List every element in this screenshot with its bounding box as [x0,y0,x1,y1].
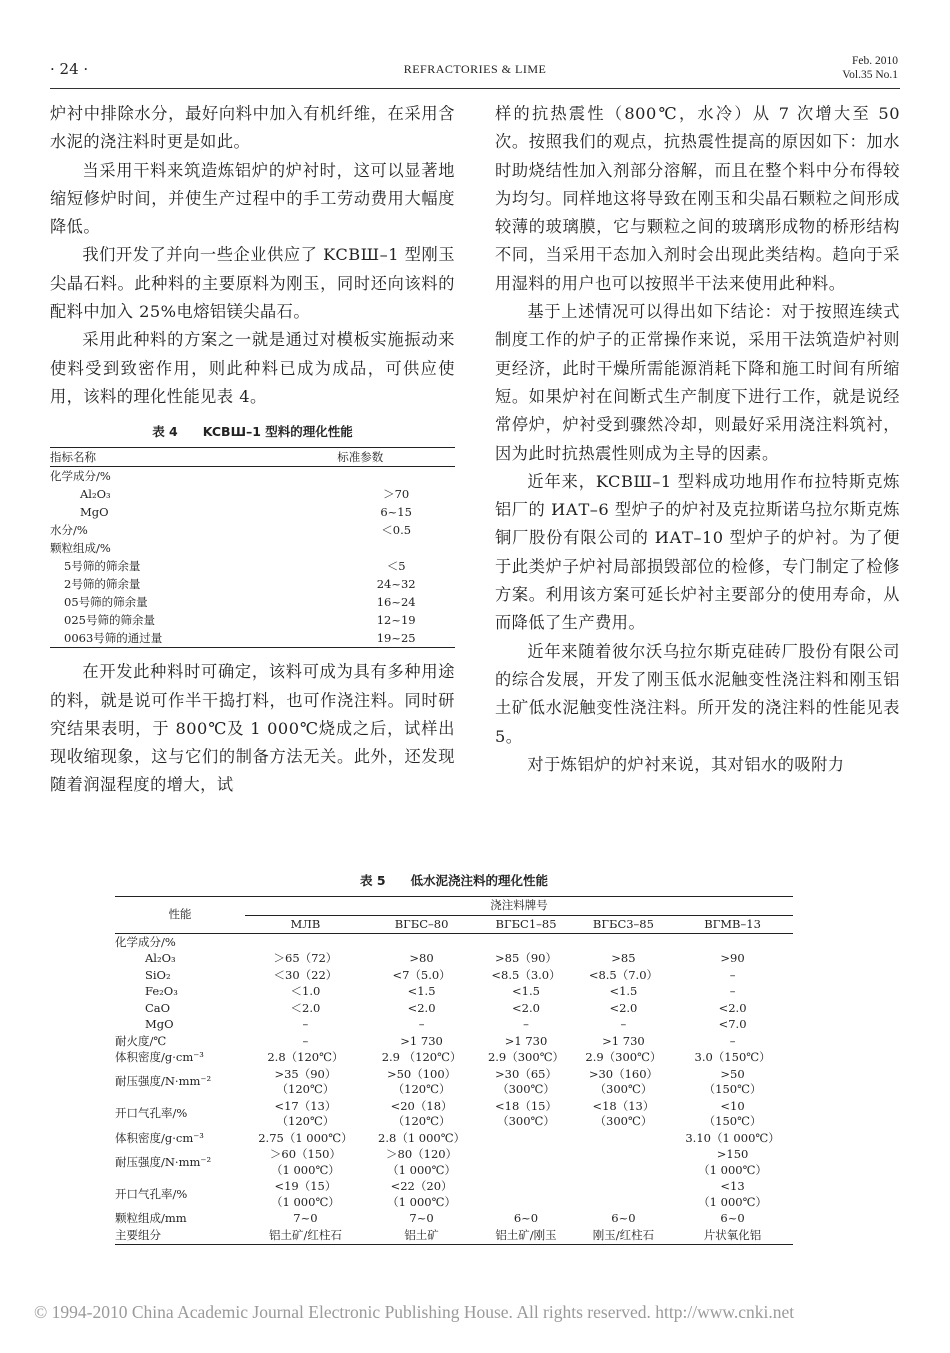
row-label: 颗粒组成/mm [115,1211,187,1225]
cell: – [523,1017,529,1031]
cell: MgO [80,505,109,520]
cell: >85（90） [495,951,557,965]
cell: ＜2.0 [290,1000,321,1015]
cell: <18（13） （300℃） [592,1098,655,1128]
cell: 6~0 [513,1211,539,1225]
cell: <10 （150℃） [703,1098,762,1128]
row-label: 耐压强度/N·mm⁻² [115,1074,212,1089]
cell: 2.9（300℃） [585,1050,662,1064]
cell: >30（65） （300℃） [495,1066,557,1096]
table4-header-name: 指标名称 [50,448,337,467]
row-label: Al₂O₃ [145,951,176,965]
cell: >85 [611,951,636,965]
cell: ＞65（72） [273,951,338,965]
cell: 16~24 [376,595,416,610]
table-row [50,629,455,648]
paragraph: 我们开发了并向一些企业供应了 KCBШ–1 型刚玉尖晶石料。此种料的主要原料为刚玉，同时还向该料的配料中加入 25%电熔铝镁尖晶石。 [50,245,455,322]
row-label: 开口气孔率/% [115,1186,188,1201]
table-row [115,1066,793,1098]
header-rule [50,88,900,89]
table-row [115,1000,793,1017]
table5-brand-header: ВГБС3–85 [575,915,672,934]
cell: 3.0（150℃） [694,1050,771,1064]
table-row [50,557,455,575]
table-row [115,951,793,968]
cell: <8.5（3.0） [491,967,561,982]
table5-block [115,872,793,1245]
cell: 2号筛的筛余量 [64,577,141,592]
table-row [115,1179,793,1211]
cell [337,539,455,557]
cell: >90 [720,951,745,965]
cell: <1.5 [512,984,540,998]
table-row [115,1017,793,1034]
cell: 025号筛的筛余量 [64,613,155,628]
cell: Al₂O₃ [80,487,111,502]
copyright-footer: © 1994-2010 China Academic Journal Electronic Publishing House. All rights reserved. http://www.cnki.net [34,1302,795,1322]
cell [575,1179,672,1211]
cell [337,467,455,486]
cell: – [729,967,736,982]
cell: ＜0.5 [381,523,412,538]
table4-header-value: 标准参数 [337,448,455,467]
cell: – [729,984,736,998]
cell: – [729,1033,736,1048]
cell: <1.5 [609,984,638,998]
table5-brand-header: ВГМВ–13 [672,915,793,934]
row-label: 耐火度/℃ [115,1033,167,1048]
row-label: 耐压强度/N·mm⁻² [115,1154,212,1169]
cell: <7.0 [718,1017,747,1031]
issue-info [842,54,898,82]
cell: <17（13） （120℃） [274,1098,337,1128]
cell: 铝土矿/红柱石 [245,1227,366,1244]
cell [477,934,574,951]
cell: – [418,1017,425,1031]
cell [575,934,672,951]
cell: ＞80（120） （1 000℃） [386,1147,458,1177]
cell: 2.8（1 000℃） [378,1130,466,1145]
cell: <7（5.0） [392,967,451,982]
row-label: 体积密度/g·cm⁻³ [115,1050,204,1064]
cell [366,934,477,951]
table-row [115,1211,793,1228]
table-row [115,1147,793,1179]
cell: 7~0 [293,1211,318,1225]
cell: 05号筛的筛余量 [64,595,148,610]
paragraph: 当采用干料来筑造炼铝炉的炉衬时，这可以显著地缩短修炉时间，并使生产过程中的手工劳动费用大幅度降低。 [50,160,455,237]
cell: ＞70 [383,487,410,502]
cell: <8.5（7.0） [588,967,659,982]
cell: <19（15） （1 000℃） [271,1179,340,1209]
table-row [115,1033,793,1050]
table-row [50,485,455,503]
table5-property-header: 性能 [115,897,245,934]
table-row [50,521,455,539]
cell: <2.0 [718,1000,747,1015]
cell: >30（160） （300℃） [588,1066,659,1096]
table4 [50,447,455,648]
cell: ＞60（150） （1 000℃） [269,1147,341,1177]
cell: 6~15 [380,505,412,520]
left-column [50,100,455,800]
cell: <1.5 [407,984,436,998]
issue-date: Feb. 2010 [852,55,898,67]
cell: 化学成分/% [50,469,111,484]
row-label: Fe₂O₃ [145,984,178,998]
paragraph: 对于炼铝炉的炉衬来说，其对铝水的吸附力 [527,754,845,774]
cell: 19~25 [337,629,455,648]
row-label: SiO₂ [145,967,171,982]
row-label: MgO [145,1017,174,1031]
cell: 2.9（300℃） [487,1050,565,1064]
cell: >1 730 [602,1033,645,1048]
cell: 2.75（1 000℃） [258,1130,353,1145]
paragraph: 采用此种料的方案之一就是通过对模板实施振动来使料受到致密作用，则此种料已成为成品，可供应使用，该料的理化性能见表 4。 [50,330,455,406]
cell [672,934,793,951]
cell: 5号筛的筛余量 [64,559,141,574]
cell: 颗粒组成/% [50,541,111,556]
table4-caption: 表 4 KCBШ–1 型料的理化性能 [152,424,353,440]
cell: >80 [409,951,434,965]
cell [477,1147,574,1179]
cell: <18（15） （300℃） [495,1098,557,1128]
cell: 2.9 （120℃） [381,1050,462,1064]
table-row [50,539,455,557]
table5-brand-header: МЛВ [245,915,366,934]
table-row [115,1050,793,1067]
cell: 2.8（120℃） [267,1050,344,1064]
cell: – [302,1017,309,1031]
row-label: 体积密度/g·cm⁻³ [115,1130,204,1145]
cell: ＜30（22） [273,967,338,982]
journal-name: REFRACTORIES & LIME [403,62,547,76]
cell: <2.0 [609,1000,638,1015]
row-label: 主要组分 [115,1227,245,1244]
cell: <13 （1 000℃） [698,1179,767,1209]
cell: 铝土矿 [366,1227,477,1244]
row-label: 开口气孔率/% [115,1106,188,1121]
table5-group-header: 浇注料牌号 [245,897,793,916]
cell: <22（20） （1 000℃） [387,1179,456,1209]
cell: 刚玉/红柱石 [575,1227,672,1244]
issue-volume: Vol.35 No.1 [842,69,898,81]
cell: ＜1.0 [290,984,321,998]
table-row [115,984,793,1001]
paragraph: 在开发此种料时可确定，该料可成为具有多种用途的料，就是说可作半干捣打料，也可作浇注料。同时研究结果表明，于 800℃及 1 000℃烧成之后，试样出现收缩现象，这与它们的制备方法无关。此外，还发现随着润湿程度的增大，试 [50,662,455,795]
cell: ＜5 [386,559,406,574]
table-row [50,503,455,521]
cell: >50 （150℃） [703,1066,762,1096]
paragraph: 近年来随着彼尔沃乌拉尔斯克硅砖厂股份有限公司的综合发展，开发了刚玉低水泥触变性浇注料和刚玉铝土矿低水泥触变性浇注料。所开发的浇注料的性能见表 5。 [495,641,900,746]
table-row [115,934,793,951]
cell: 3.10（1 000℃） [685,1130,780,1145]
cell: 片状氧化铝 [672,1227,793,1244]
cell: 12~19 [376,613,416,628]
cell [245,934,366,951]
cell [477,1179,574,1211]
cell: >35（90） （120℃） [274,1066,337,1096]
cell: 6~0 [611,1211,636,1225]
table-row [50,467,455,486]
cell: 铝土矿/刚玉 [477,1227,574,1244]
paragraph: 样的抗热震性（800℃，水冷）从 7 次增大至 50 次。按照我们的观点，抗热震性提高的原因如下：加水时助烧结性加入剂部分溶解，而且在整个料中分布得较为均匀。同样地这将导致在刚玉和尖晶石颗粒之间形成较薄的玻璃膜，它与颗粒之间的玻璃形成物的桥形结构不同，当采用干态加入剂时会出现此类结构。趋向于采用湿料的用户也可以按照半干法来使用此种料。 [495,104,900,293]
cell: <2.0 [407,1000,436,1015]
table-row [115,1098,793,1130]
cell: <2.0 [512,1000,540,1015]
paragraph: 基于上述情况可以得出如下结论：对于按照连续式制度工作的炉子的正常操作来说，采用干法筑造炉衬则更经济，此时干燥所需能源消耗下降和施工时间有所缩短。如果炉衬在间断式生产制度下进行工作，就是说经常停炉，炉衬受到骤然冷却，则最好采用浇注料筑衬，因为此时抗热震性则成为主导的因素。 [495,302,900,463]
table5-brand-header: ВГБС–80 [366,915,477,934]
cell: 7~0 [409,1211,434,1225]
page-number: · 24 · [50,60,89,78]
table5-brand-header: ВГБС1–85 [477,915,574,934]
table-row [115,1130,793,1147]
cell: – [302,1033,309,1048]
cell: 24~32 [376,577,416,592]
table-row [50,593,455,611]
cell: 0063号筛的通过量 [50,629,337,648]
paragraph: 近年来，KCBШ–1 型料成功地用作布拉特斯克炼铝厂的 ИАТ–6 型炉子的炉衬及克拉斯诺乌拉尔斯克炼铜厂股份有限公司的 ИАТ–10 型炉子的炉衬。为了便于此类炉子炉衬局部损毁部位的检修，专门制定了检修方案。利用该方案可延长炉衬主要部分的使用寿命，从而降低了生产费用。 [495,471,900,633]
table-row [115,967,793,984]
table-row [115,1227,793,1244]
cell: >1 730 [400,1033,443,1048]
table-row [50,611,455,629]
table5 [115,896,793,1245]
table-row [50,575,455,593]
cell: >1 730 [504,1033,548,1048]
cell: 6~0 [720,1211,745,1225]
cell: >150 （1 000℃） [698,1147,767,1177]
cell: – [620,1017,627,1031]
row-label: 化学成分/% [115,934,176,949]
cell [575,1130,672,1147]
cell: 水分/% [50,523,88,538]
row-label: CaO [145,1000,171,1015]
cell: <20（18） （120℃） [390,1098,453,1128]
paragraph: 炉衬中排除水分，最好向料中加入有机纤维，在采用含水泥的浇注料时更是如此。 [50,104,455,152]
cell: >50（100） （120℃） [386,1066,457,1096]
cell [575,1147,672,1179]
cell [477,1130,574,1147]
right-column [495,100,900,779]
table5-caption: 表 5 低水泥浇注料的理化性能 [359,873,549,888]
